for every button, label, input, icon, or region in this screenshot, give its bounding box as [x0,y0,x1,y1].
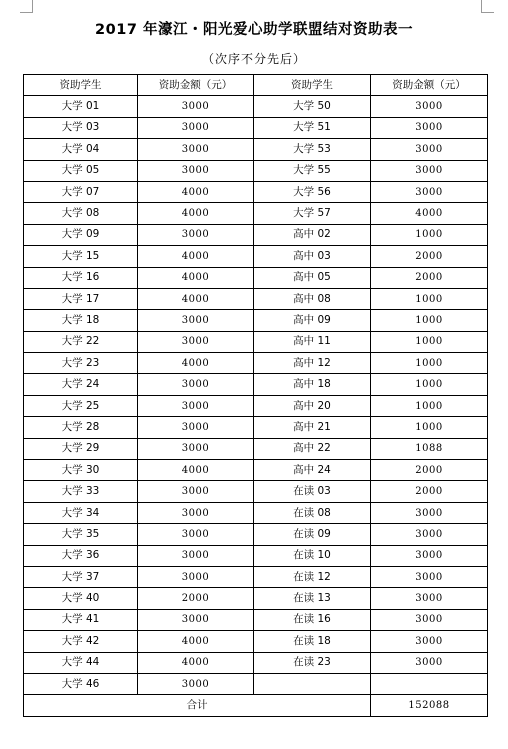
table-row [24,395,488,416]
cell-amount-right: 1000 [371,374,488,395]
page-subtitle: （次序不分先后） [201,52,306,66]
cell-student-right: 高中 22 [254,438,371,459]
cell-student-right: 大学 56 [254,181,371,202]
cell-amount-left: 3000 [138,160,254,181]
cell-amount-left: 3000 [138,566,254,587]
cell-student-left: 大学 28 [24,417,138,438]
cell-amount-left: 3000 [138,502,254,523]
cell-amount-left: 3000 [138,96,254,117]
table-row [24,631,488,652]
cell-student-left: 大学 17 [24,288,138,309]
cell-student-left: 大学 07 [24,181,138,202]
cell-student-right: 高中 03 [254,246,371,267]
total-value: 152088 [371,695,488,716]
cell-student-left: 大学 16 [24,267,138,288]
cell-student-left: 大学 36 [24,545,138,566]
table-row [24,524,488,545]
cell-amount-right: 3000 [371,631,488,652]
table-row [24,353,488,374]
table-row [24,203,488,224]
cell-student-left: 大学 05 [24,160,138,181]
cell-amount-right: 3000 [371,160,488,181]
table-row [24,310,488,331]
table-row [24,160,488,181]
table-row [24,331,488,352]
cell-amount-right: 3000 [371,96,488,117]
cell-student-left: 大学 33 [24,481,138,502]
table-row [24,374,488,395]
table-row [24,224,488,245]
cell-student-left: 大学 01 [24,96,138,117]
sponsorship-table [23,74,488,717]
cell-student-left: 大学 24 [24,374,138,395]
cell-amount-right: 1000 [371,417,488,438]
table-row [24,139,488,160]
header-amount-left: 资助金额（元） [138,75,254,96]
cell-amount-left: 3000 [138,395,254,416]
cell-amount-left: 3000 [138,374,254,395]
cell-student-right: 大学 50 [254,96,371,117]
cell-student-left: 大学 22 [24,331,138,352]
table-row [24,588,488,609]
table-row [24,267,488,288]
cell-amount-right: 3000 [371,609,488,630]
cell-student-right: 在读 23 [254,652,371,673]
header-amount-right: 资助金额（元） [371,75,488,96]
header-student-right: 资助学生 [254,75,371,96]
cell-amount-right: 2000 [371,267,488,288]
cell-student-left: 大学 37 [24,566,138,587]
cell-amount-left: 4000 [138,203,254,224]
cell-amount-right [371,673,488,694]
cell-amount-left: 4000 [138,652,254,673]
cell-student-right: 在读 18 [254,631,371,652]
cell-amount-left: 4000 [138,267,254,288]
cell-amount-left: 3000 [138,524,254,545]
cell-student-right: 在读 03 [254,481,371,502]
cell-student-left: 大学 23 [24,353,138,374]
cell-amount-right: 3000 [371,117,488,138]
table-row [24,566,488,587]
cell-student-right: 高中 02 [254,224,371,245]
cell-student-right: 在读 16 [254,609,371,630]
cell-amount-right: 1000 [371,395,488,416]
table-body [24,96,488,695]
cell-amount-right: 1000 [371,310,488,331]
cell-amount-left: 3000 [138,545,254,566]
cell-amount-right: 3000 [371,566,488,587]
cell-student-left: 大学 08 [24,203,138,224]
table-row [24,545,488,566]
cell-amount-left: 4000 [138,181,254,202]
cell-amount-left: 3000 [138,224,254,245]
table-row [24,246,488,267]
header-student-left: 资助学生 [24,75,138,96]
cell-student-right: 高中 09 [254,310,371,331]
cell-student-right: 高中 18 [254,374,371,395]
cell-student-right: 高中 24 [254,460,371,481]
cell-amount-right: 3000 [371,502,488,523]
header-row [24,75,488,96]
cell-student-right: 高中 11 [254,331,371,352]
table-row [24,417,488,438]
cell-amount-right: 2000 [371,246,488,267]
total-row [24,695,488,716]
cell-student-right: 在读 13 [254,588,371,609]
table-row [24,438,488,459]
cell-amount-right: 1000 [371,331,488,352]
table-row [24,481,488,502]
cell-amount-left: 3000 [138,417,254,438]
cell-student-right [254,673,371,694]
table-row [24,117,488,138]
cell-student-left: 大学 03 [24,117,138,138]
cell-amount-left: 3000 [138,609,254,630]
cell-amount-left: 4000 [138,353,254,374]
cell-amount-left: 3000 [138,673,254,694]
cell-amount-left: 2000 [138,588,254,609]
cell-student-right: 在读 10 [254,545,371,566]
cell-amount-right: 3000 [371,181,488,202]
cell-student-right: 高中 12 [254,353,371,374]
cell-amount-left: 3000 [138,310,254,331]
cell-amount-right: 3000 [371,139,488,160]
page-title: 2017 年濠江・阳光爱心助学联盟结对资助表一 [95,22,413,38]
cell-amount-right: 3000 [371,588,488,609]
cell-student-left: 大学 30 [24,460,138,481]
cell-student-left: 大学 34 [24,502,138,523]
cell-student-right: 大学 51 [254,117,371,138]
cell-amount-left: 3000 [138,117,254,138]
cell-amount-left: 3000 [138,331,254,352]
cell-amount-right: 3000 [371,652,488,673]
cell-amount-left: 3000 [138,481,254,502]
cell-student-right: 在读 08 [254,502,371,523]
table-row [24,96,488,117]
cell-amount-right: 1000 [371,288,488,309]
cell-amount-right: 2000 [371,481,488,502]
cell-student-left: 大学 40 [24,588,138,609]
cell-student-left: 大学 46 [24,673,138,694]
cell-student-left: 大学 41 [24,609,138,630]
cell-student-left: 大学 35 [24,524,138,545]
table-row [24,502,488,523]
cell-amount-left: 4000 [138,246,254,267]
table-row [24,288,488,309]
table-row [24,673,488,694]
cell-amount-right: 2000 [371,460,488,481]
cell-amount-left: 4000 [138,460,254,481]
cell-amount-right: 1000 [371,224,488,245]
cell-student-left: 大学 09 [24,224,138,245]
cell-student-left: 大学 15 [24,246,138,267]
table-row [24,652,488,673]
cell-student-right: 高中 08 [254,288,371,309]
cell-amount-right: 3000 [371,524,488,545]
cell-student-right: 高中 20 [254,395,371,416]
cell-amount-right: 4000 [371,203,488,224]
cell-student-left: 大学 25 [24,395,138,416]
cell-amount-left: 3000 [138,438,254,459]
page-corner-mark-left [20,0,33,13]
cell-student-left: 大学 29 [24,438,138,459]
cell-student-right: 在读 09 [254,524,371,545]
cell-student-left: 大学 42 [24,631,138,652]
table-row [24,181,488,202]
table-row [24,609,488,630]
cell-student-right: 大学 57 [254,203,371,224]
cell-student-right: 大学 55 [254,160,371,181]
cell-amount-left: 4000 [138,631,254,652]
cell-student-left: 大学 18 [24,310,138,331]
cell-student-right: 高中 21 [254,417,371,438]
cell-amount-right: 1088 [371,438,488,459]
cell-amount-left: 3000 [138,139,254,160]
cell-student-left: 大学 04 [24,139,138,160]
table-row [24,460,488,481]
cell-student-right: 大学 53 [254,139,371,160]
cell-amount-right: 3000 [371,545,488,566]
cell-amount-right: 1000 [371,353,488,374]
cell-amount-left: 4000 [138,288,254,309]
cell-student-right: 在读 12 [254,566,371,587]
total-label: 合计 [24,695,371,716]
cell-student-right: 高中 05 [254,267,371,288]
page-corner-mark-right [481,0,494,13]
cell-student-left: 大学 44 [24,652,138,673]
